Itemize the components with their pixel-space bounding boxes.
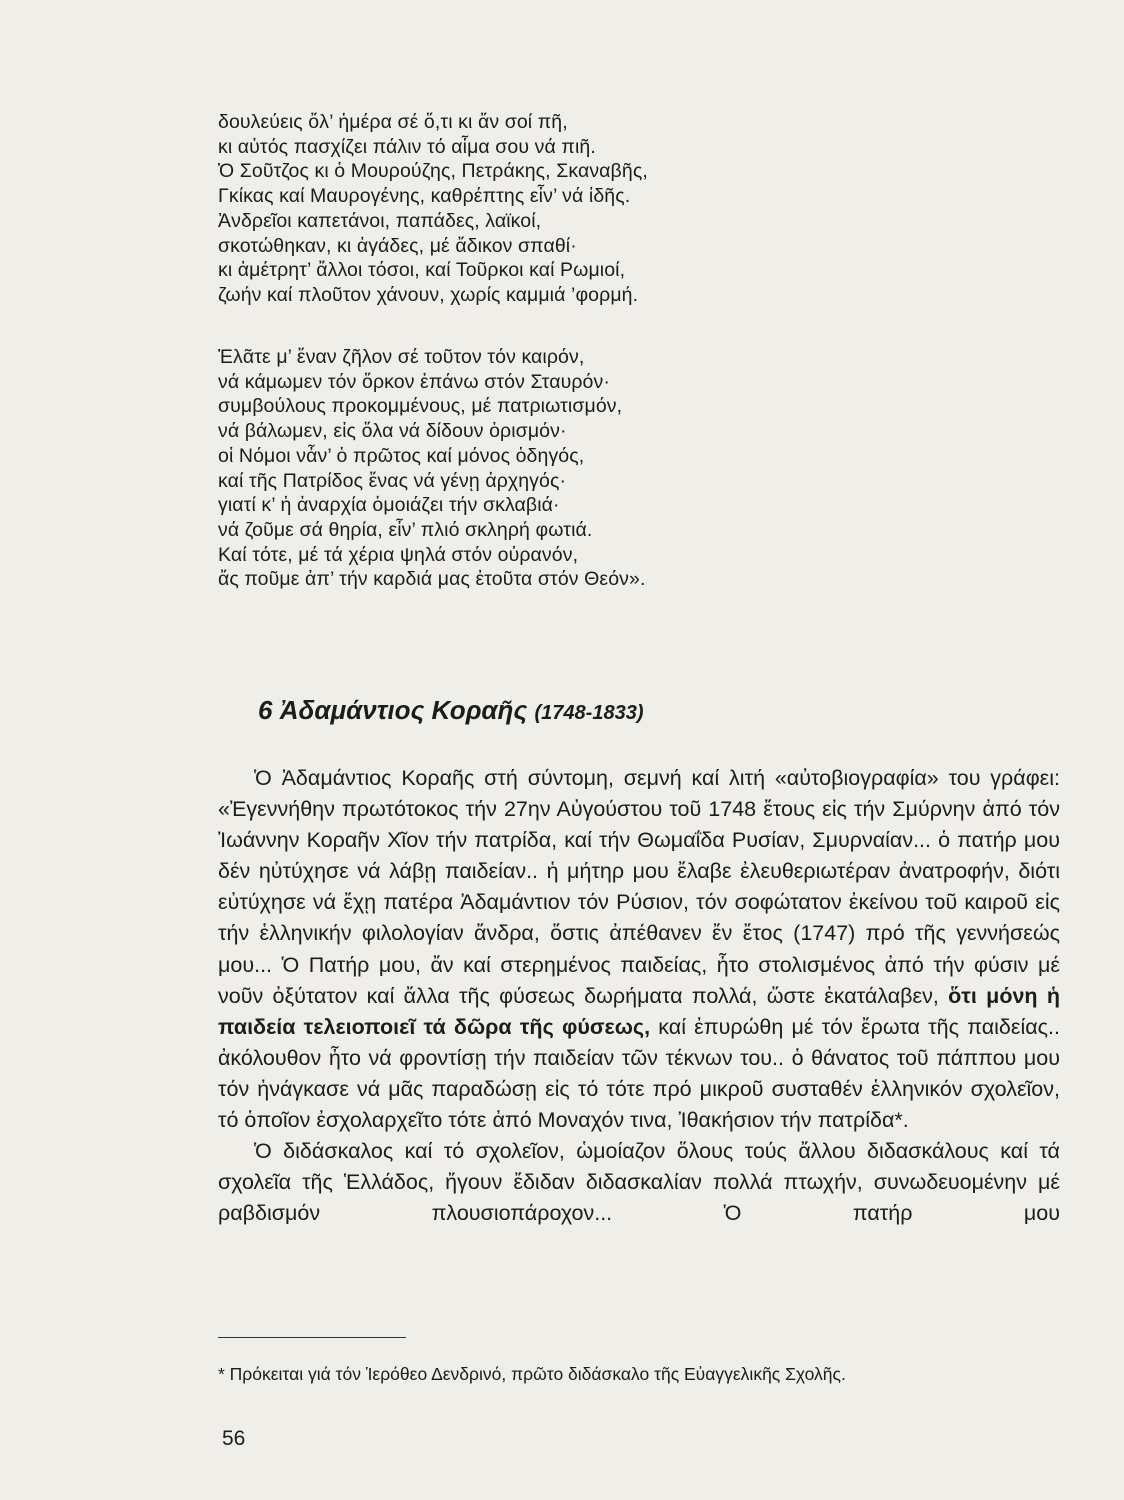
emphasized-text: ὅτι μόνη ἡ παιδεία τελειοποιεῖ τά δῶρα τῆς φύσεως, (218, 983, 1060, 1039)
section-heading (258, 695, 643, 726)
verse-line: νά ζοῦμε σά θηρία, εἶν’ πλιό σκληρή φωτιά. (218, 518, 593, 541)
verse-line: σκοτώθηκαν, κι ἀγάδες, μέ ἄδικον σπαθί· (218, 234, 577, 257)
verse-line: Γκίκας καί Μαυρογένης, καθρέπτης εἶν’ νά ἰδῆς. (218, 185, 631, 208)
paragraph: Ὁ διδάσκαλος καί τό σχολεῖον, ὡμοίαζον ὅλους τούς ἄλλου διδασκάλους καί τά σχολεῖα τῆς Ἑλλάδος, ἤγουν ἔδιδαν διδασκαλίαν πολλά πτωχήν, συνωδευομένην μέ ραβδισμόν πλουσιοπάροχον... Ὁ πατήρ μου (218, 1139, 1060, 1226)
paragraph (218, 763, 1060, 1136)
paragraph-text: Ὁ Ἀδαμάντιος Κοραῆς στή σύντομη, σεμνή καί λιτή «αὐτοβιογραφία» του γράφει: «Ἐγεννήθην πρωτότοκος τήν 27ην Αὐγούστου τοῦ 1748 ἔτους εἰς τήν Σμύρνην ἀπό τόν Ἰωάννην Κοραῆν Χῖον τήν πατρίδα, καί τήν Θωμαΐδα Ρυσίαν, Σμυρναίαν... ὁ πατήρ μου δέν ηὐτύχησε νά λάβῃ παιδείαν.. ἡ μήτηρ μου ἔλαβε ἐλευθεριωτέραν ἀνατροφήν, διότι εὐτύχησε νά ἔχῃ πατέρα Ἀδαμάντιον τόν Ρύσιον, τόν σοφώτατον ἐκείνου τοῦ καιροῦ εἰς τήν ἑλληνικήν φιλολογίαν ἄνδρα, ὅστις ἀπέθανεν ἔν ἔτος (1747) πρό τῆς γεννήσεώς μου... Ὁ Πατήρ μου, ἄν καί στερημένος παιδείας, ἦτο στολισμένος ἀπό τήν φύσιν μέ νοῦν ὀξύτατον καί ἄλλα τῆς φύσεως δωρήματα πολλά, ὥστε ἐκατάλαβεν, (218, 766, 1060, 1008)
verse-line: Ἀνδρεῖοι καπετάνοι, παπάδες, λαϊκοί, (218, 209, 542, 232)
page-number: 56 (222, 1427, 246, 1450)
poem-stanza-1 (218, 110, 648, 308)
footnote-divider (218, 1337, 406, 1338)
verse-line: συμβούλους προκομμένους, μέ πατριωτισμόν, (218, 395, 623, 418)
verse-line: νά κάμωμεν τόν ὅρκον ἐπάνω στόν Σταυρόν· (218, 370, 610, 393)
verse-line: γιατί κ’ ἡ ἀναρχία ὁμοιάζει τήν σκλαβιά· (218, 494, 560, 517)
verse-line: νά βάλωμεν, εἰς ὅλα νά δίδουν ὁρισμόν· (218, 420, 567, 443)
verse-line: δουλεύεις ὄλ’ ἡμέρα σέ ὅ,τι κι ἄν σοί πῆ, (218, 111, 568, 133)
footnote: * Πρόκειται γιά τόν Ἱερόθεο Δενδρινό, πρῶτο διδάσκαλο τῆς Εὐαγγελικῆς Σχολῆς. (218, 1364, 846, 1384)
verse-line: ζωήν καί πλοῦτον χάνουν, χωρίς καμμιά ’φορμή. (218, 283, 639, 306)
verse-line: Ἐλᾶτε μ’ ἕναν ζῆλον σέ τοῦτον τόν καιρόν, (218, 346, 585, 368)
section-years: (1748-1833) (534, 702, 644, 724)
verse-line: κι ἀμέτρητ’ ἄλλοι τόσοι, καί Τοῦρκοι καί Ρωμιοί, (218, 259, 626, 282)
paragraph-text: καί ἐπυρώθη μέ τόν ἔρωτα τῆς παιδείας.. ἀκόλουθον ἦτο νά φροντίσῃ τήν παιδείαν τῶν τέκνων του.. ὁ θάνατος τοῦ πάππου μου τόν ἠνάγκασε νά μᾶς παραδώσῃ εἰς τό τότε πρό μικροῦ συσταθέν ἑλληνικόν σχολεῖον, τό ὁποῖον ἐσχολαρχεῖτο τότε ἀπό Μοναχόν τινα, Ἰθακήσιον τήν πατρίδα*. (218, 1014, 1060, 1133)
verse-line: ἄς ποῦμε ἀπ’ τήν καρδιά μας ἐτοῦτα στόν Θεόν». (218, 568, 646, 591)
section-name: Ἀδαμάντιος Κοραῆς (279, 695, 528, 725)
poem-stanza-2 (218, 345, 646, 592)
verse-line: Καί τότε, μέ τά χέρια ψηλά στόν οὐρανόν, (218, 543, 579, 566)
verse-line: κι αὐτός πασχίζει πάλιν τό αἷμα σου νά πιῆ. (218, 135, 596, 158)
verse-line: καί τῆς Πατρίδος ἕνας νά γένῃ ἀρχηγός· (218, 469, 567, 492)
verse-line: οἱ Νόμοι νἆν’ ὁ πρῶτος καί μόνος ὁδηγός, (218, 444, 585, 467)
verse-line: Ὁ Σοῦτζος κι ὁ Μουρούζης, Πετράκης, Σκαναβῆς, (218, 160, 648, 183)
body-text (218, 763, 1060, 1229)
section-number: 6 (258, 695, 273, 725)
